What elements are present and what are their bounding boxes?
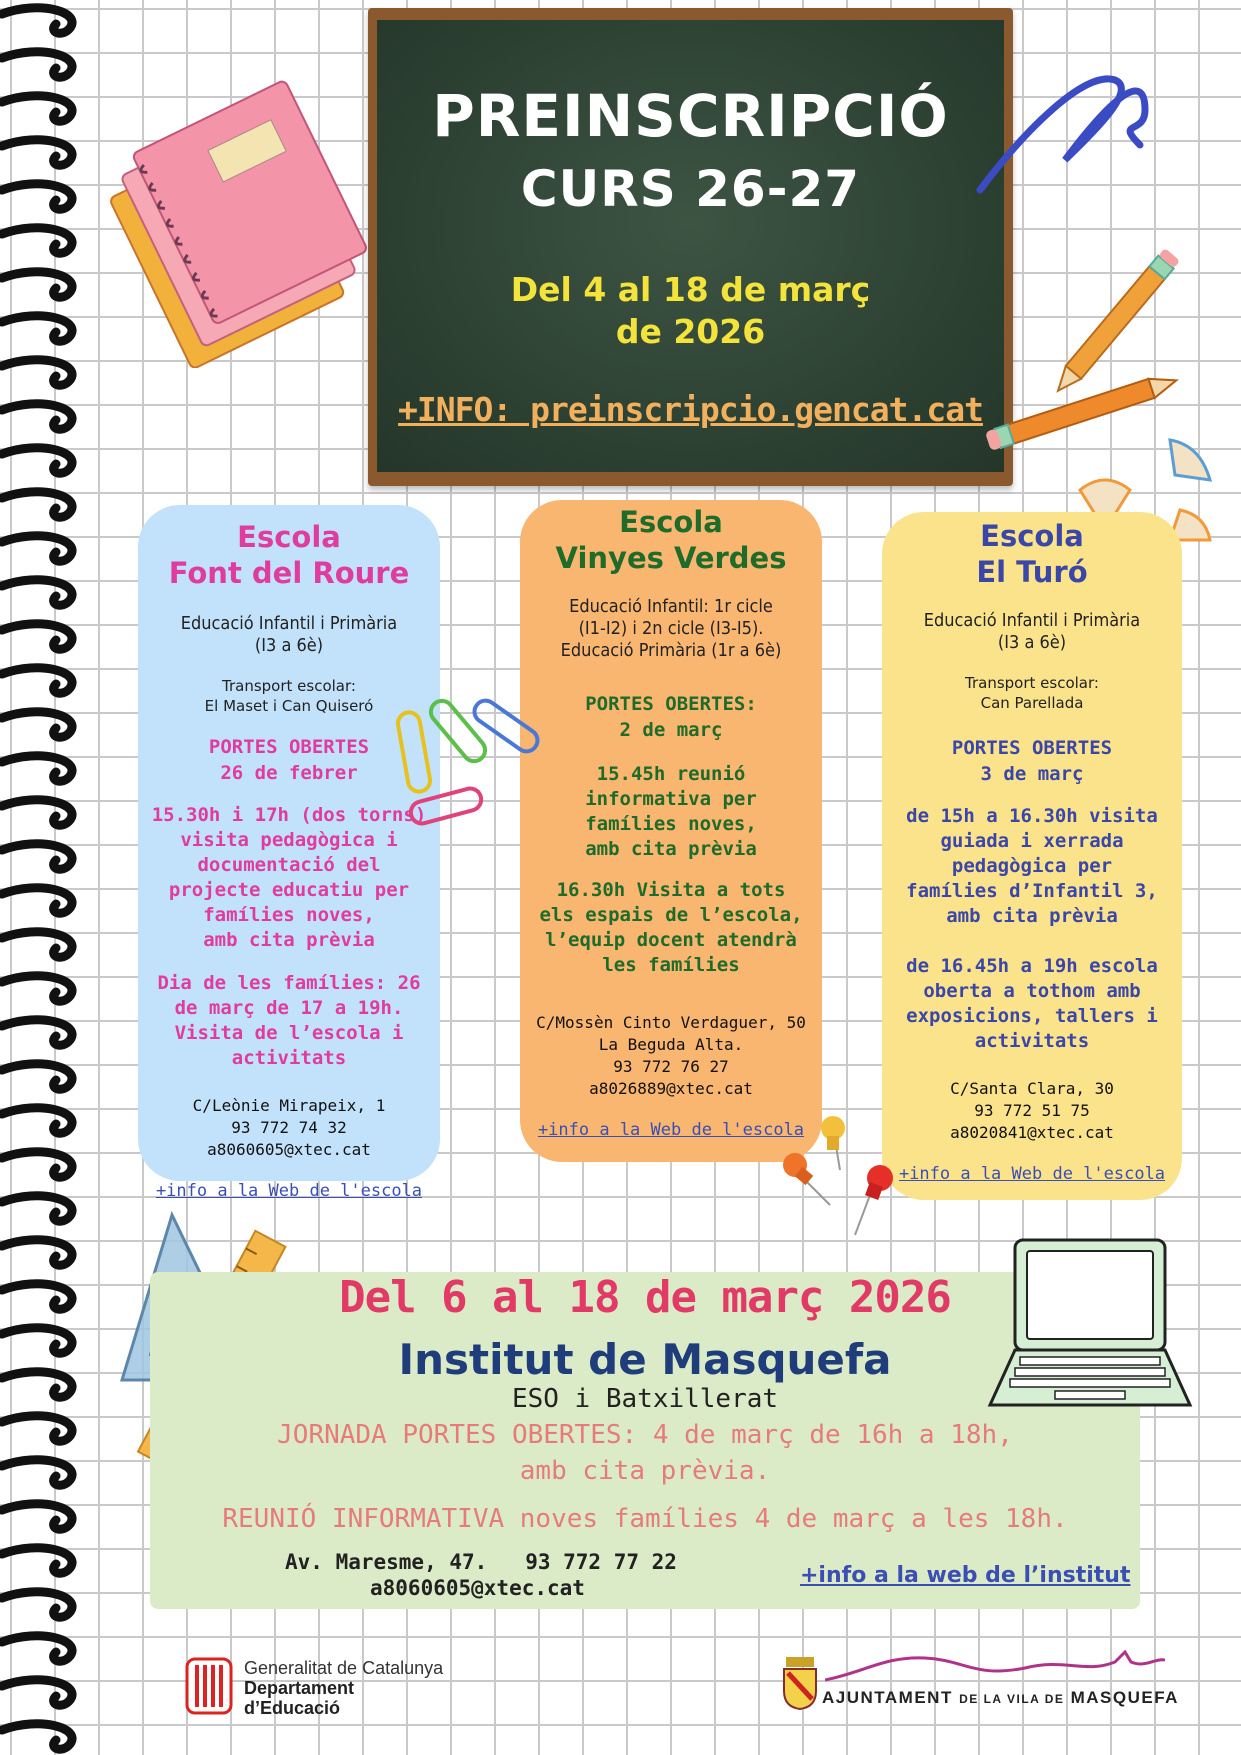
spiral-ring	[2, 140, 72, 165]
school-address: C/Santa Clara, 30	[950, 1079, 1114, 1098]
visit-line: 16.30h Visita a tots	[556, 879, 786, 901]
generalitat-name: Generalitat de Catalunya	[244, 1658, 444, 1678]
spiral-ring	[2, 536, 72, 561]
spiral-ring	[2, 1328, 72, 1353]
school-email[interactable]: a8026889@xtec.cat	[589, 1079, 753, 1098]
meeting-line: amb cita prèvia	[585, 838, 757, 860]
visit-line: amb cita prèvia	[203, 929, 375, 951]
open-school-line: de 16.45h a 19h escola	[906, 955, 1158, 977]
board-date-line2: de 2026	[615, 312, 766, 351]
visit-line: les famílies	[602, 954, 740, 976]
education-label: d’Educació	[244, 1698, 341, 1718]
ajuntament-masquefa: MASQUEFA	[1070, 1688, 1179, 1707]
spiral-ring	[2, 1240, 72, 1265]
school-levels: Educació Primària (1r a 6è)	[560, 640, 782, 661]
chalkboard	[368, 8, 1013, 486]
scribble-decoration	[965, 50, 1165, 200]
meeting-line: famílies noves,	[585, 813, 757, 835]
spiral-ring	[2, 96, 72, 121]
spiral-ring	[2, 668, 72, 693]
board-info-link[interactable]: +INFO: preinscripcio.gencat.cat	[398, 390, 983, 429]
ajuntament-de-la-vila: DE LA VILA DE	[959, 1692, 1065, 1706]
open-doors-date: 3 de març	[980, 763, 1084, 785]
school-address: C/Leònie Mirapeix, 1	[192, 1096, 386, 1115]
school-title-line2: Vinyes Verdes	[555, 541, 787, 575]
visit-line: l’equip docent atendrà	[545, 929, 797, 951]
spiral-ring	[2, 1064, 72, 1089]
school-card-el-turo	[882, 512, 1182, 1200]
spiral-ring	[2, 1504, 72, 1529]
transport-label: Transport escolar:	[965, 674, 1099, 692]
open-doors-label: PORTES OBERTES	[951, 737, 1113, 759]
institute-web-link[interactable]: +info a la web de l’institut	[800, 1563, 1131, 1588]
spiral-ring	[2, 976, 72, 1001]
school-levels-range: (I3 a 6è)	[254, 635, 324, 656]
visit-line: 15.30h i 17h (dos torns)	[151, 804, 427, 826]
institute-meeting: REUNIÓ INFORMATIVA noves famílies 4 de març a les 18h.	[222, 1504, 1068, 1534]
open-doors-date: 2 de març	[619, 719, 723, 741]
transport-stops: Can Parellada	[980, 694, 1084, 712]
spiral-ring	[2, 1460, 72, 1485]
school-web-link[interactable]: +info a la Web de l'escola	[898, 1164, 1166, 1184]
meeting-line: 15.45h reunió	[596, 763, 746, 785]
notebooks-illustration	[92, 68, 412, 368]
spiral-ring	[2, 888, 72, 913]
generalitat-logo	[185, 1657, 233, 1715]
transport-stops: El Maset i Can Quiseró	[204, 697, 374, 715]
spiral-ring	[2, 448, 72, 473]
paper-clips-decoration	[395, 690, 565, 830]
spiral-ring	[2, 492, 72, 517]
spiral-ring	[2, 1416, 72, 1441]
ajuntament-text	[822, 1688, 1179, 1708]
board-course: CURS 26-27	[520, 160, 861, 218]
school-levels: Educació Infantil: 1r cicle	[569, 596, 773, 617]
masquefa-coat-of-arms	[780, 1655, 820, 1711]
open-doors-label: PORTES OBERTES	[208, 736, 370, 758]
spiral-ring	[2, 404, 72, 429]
institute-date: Del 6 al 18 de març 2026	[339, 1272, 951, 1323]
spiral-ring	[2, 1152, 72, 1177]
department-label: Departament	[244, 1678, 355, 1698]
institute-address-phone: Av. Maresme, 47. 93 772 77 22	[285, 1550, 677, 1574]
generalitat-text	[244, 1658, 443, 1718]
spiral-ring	[2, 580, 72, 605]
spiral-ring	[2, 712, 72, 737]
spiral-binding	[0, 0, 90, 1755]
open-school-line: activitats	[974, 1030, 1090, 1052]
school-web-link[interactable]: +info a la Web de l'escola	[537, 1120, 805, 1140]
spiral-ring	[2, 272, 72, 297]
spiral-ring	[2, 624, 72, 649]
school-title-line2: El Turó	[976, 555, 1088, 589]
school-title-line2: Font del Roure	[168, 556, 410, 590]
visit-line: famílies noves,	[203, 904, 375, 926]
open-doors-label: PORTES OBERTES:	[585, 693, 757, 715]
ajuntament-word: AJUNTAMENT	[822, 1688, 953, 1707]
school-email[interactable]: a8020841@xtec.cat	[950, 1123, 1114, 1142]
visit-line: visita pedagògica i	[180, 829, 398, 851]
school-phone: 93 772 51 75	[974, 1101, 1090, 1120]
family-day-line: Visita de l’escola i	[174, 1022, 404, 1044]
spiral-ring	[2, 756, 72, 781]
spiral-ring	[2, 1680, 72, 1705]
family-day-line: Dia de les famílies: 26	[157, 972, 421, 994]
spiral-ring	[2, 1372, 72, 1397]
spiral-ring	[2, 1548, 72, 1573]
masquefa-skyline	[825, 1648, 1165, 1688]
laptop-icon	[985, 1235, 1195, 1415]
visit-line: pedagògica per	[951, 855, 1113, 877]
school-levels: Educació Infantil i Primària	[180, 613, 398, 634]
meeting-line: informativa per	[585, 788, 757, 810]
school-title-line1: Escola	[619, 505, 723, 539]
spiral-ring	[2, 800, 72, 825]
spiral-ring	[2, 184, 72, 209]
spiral-ring	[2, 1108, 72, 1133]
school-title-line1: Escola	[237, 520, 341, 554]
school-locality: La Beguda Alta.	[598, 1035, 744, 1054]
spiral-ring	[2, 844, 72, 869]
school-phone: 93 772 74 32	[231, 1118, 347, 1137]
spiral-ring	[2, 1592, 72, 1617]
open-doors-date: 26 de febrer	[220, 762, 358, 784]
board-title: PREINSCRIPCIÓ	[432, 82, 949, 150]
school-levels-range: (I3 a 6è)	[997, 632, 1067, 653]
institute-open-day: JORNADA PORTES OBERTES: 4 de març de 16h a 18h,	[277, 1420, 1013, 1450]
institute-open-day-appointment: amb cita prèvia.	[519, 1456, 771, 1486]
spiral-ring	[2, 8, 72, 33]
school-email[interactable]: a8060605@xtec.cat	[207, 1140, 371, 1159]
chalkboard-surface	[377, 20, 1004, 472]
family-day-line: de març de 17 a 19h.	[174, 997, 404, 1019]
spiral-ring	[2, 1284, 72, 1309]
visit-line: amb cita prèvia	[946, 905, 1118, 927]
push-pins-decoration	[775, 1110, 915, 1250]
visit-line: documentació del	[197, 854, 381, 876]
spiral-ring	[2, 932, 72, 957]
spiral-ring	[2, 1636, 72, 1661]
spiral-ring	[2, 316, 72, 341]
spiral-ring	[2, 1020, 72, 1045]
visit-line: guiada i xerrada	[940, 830, 1124, 852]
visit-line: famílies d’Infantil 3,	[906, 880, 1158, 902]
spiral-ring	[2, 1196, 72, 1221]
open-school-line: oberta a tothom amb	[923, 980, 1141, 1002]
open-school-line: exposicions, tallers i	[906, 1005, 1158, 1027]
visit-line: projecte educatiu per	[168, 879, 410, 901]
spiral-ring	[2, 52, 72, 77]
school-phone: 93 772 76 27	[613, 1057, 729, 1076]
school-web-link[interactable]: +info a la Web de l'escola	[155, 1181, 423, 1201]
transport-label: Transport escolar:	[222, 677, 356, 695]
institute-email[interactable]: a8060605@xtec.cat	[370, 1576, 585, 1600]
visit-line: de 15h a 16.30h visita	[906, 805, 1158, 827]
school-card-font-del-roure	[138, 505, 440, 1201]
school-card-vinyes-verdes	[520, 500, 822, 1162]
spiral-ring	[2, 228, 72, 253]
school-levels: Educació Infantil i Primària	[923, 610, 1141, 631]
family-day-line: activitats	[231, 1047, 347, 1069]
school-title-line1: Escola	[980, 519, 1084, 553]
spiral-ring	[2, 1724, 72, 1749]
school-levels: (I1-I2) i 2n cicle (I3-I5).	[578, 618, 764, 639]
spiral-ring	[2, 360, 72, 385]
visit-line: els espais de l’escola,	[539, 904, 803, 926]
institute-name: Institut de Masquefa	[398, 1335, 892, 1384]
school-address: C/Mossèn Cinto Verdaguer, 50	[536, 1013, 806, 1032]
institute-levels: ESO i Batxillerat	[511, 1384, 779, 1414]
board-date-line1: Del 4 al 18 de març	[510, 270, 871, 309]
